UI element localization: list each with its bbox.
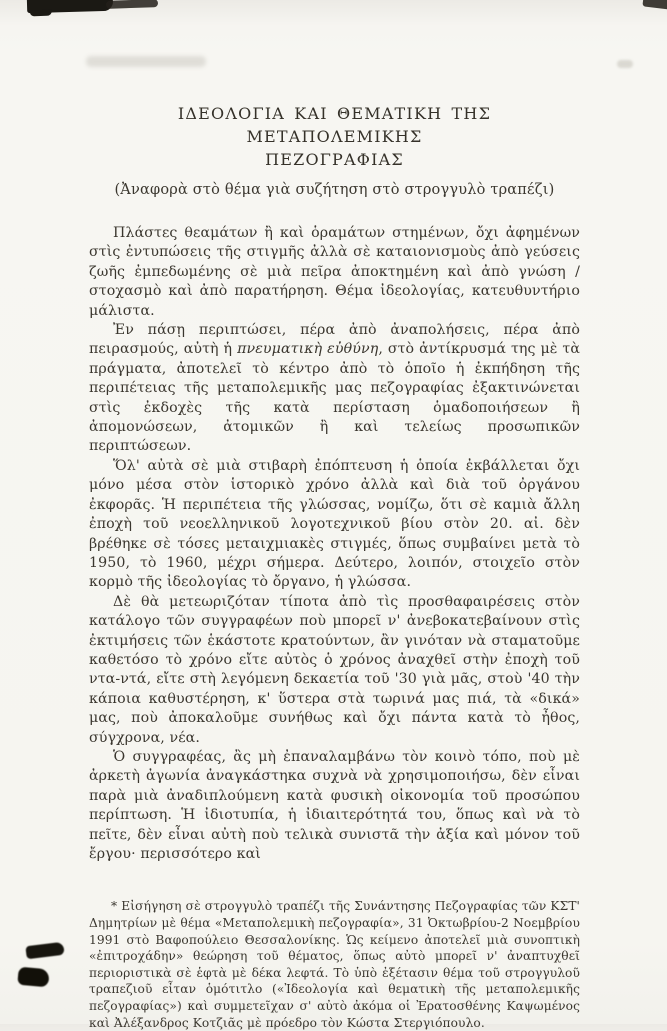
scan-artifact-bottom-left-lower	[17, 967, 49, 988]
scan-smudge-faint-text	[86, 56, 206, 67]
paragraph-2-emphasis: πνευματικὴ εὐθύνη	[237, 341, 379, 358]
footnote-marker: *	[111, 899, 118, 914]
scan-artifact-top-right	[642, 0, 667, 10]
scan-artifact-top-left	[27, 0, 113, 13]
paragraph-2	[89, 321, 580, 457]
paragraph-1: Πλάστες θεαμάτων ἢ καὶ ὁραμάτων στημένων, ὄχι ἀφημένων στὶς ἐντυπώσεις τῆς στιγμῆς ἀλλὰ σὲ καταιονισμοὺς ἀπὸ γεύσεις ζωῆς ἐμπεδωμένης σὲ μιὰ πεῖρα ἀποκτημένη καὶ ἀπὸ γνώση / στοχασμὸ καὶ ἀπὸ παρατήρηση. Θέμα ἰδεολογίας, κατευθυντήριο μάλιστα.	[89, 225, 580, 319]
paragraph-2-text-before: Ἐν πάσῃ περιπτώσει, πέρα ἀπὸ ἀναπολήσεις, πέρα ἀπὸ πειρασμούς, αὐτὴ ἡ	[89, 322, 580, 358]
page-content	[89, 102, 580, 1031]
paragraph-5: Ὁ συγγραφέας, ἂς μὴ ἐπαναλαμβάνω τὸν κοινὸ τόπο, ποὺ μὲ ἀρκετὴ ἀγωνία ἀναγκάστηκα συχνὰ νὰ χρησιμοποιήσω, δὲν εἶναι παρὰ μιὰ ἀναδιπλούμενη κατὰ φυσικὴ οἰκονομία τοῦ προσώπου περίπτωση. Ἡ ἰδιοτυπία, ἡ ἰδιαιτερότητά του, ὅπως καὶ νὰ τὸ πεῖτε, δὲν εἶναι αὐτὴ ποὺ τελικὰ συνιστᾶ τὴν ἀξία καὶ μόνον τοῦ ἔργου· περισσότερο καὶ	[89, 748, 580, 862]
page-title-line-1: ΙΔΕΟΛΟΓΙΑ ΚΑΙ ΘΕΜΑΤΙΚΗ ΤΗΣ ΜΕΤΑΠΟΛΕΜΙΚΗΣ	[177, 104, 492, 146]
scan-artifact-top-left-notch	[30, 10, 52, 17]
page-title-line-2: ΠΕΖΟΓΡΑΦΙΑΣ	[265, 150, 404, 169]
paragraph-3: Ὅλ' αὐτὰ σὲ μιὰ στιβαρὴ ἐπόπτευση ἡ ὁποία ἐκβάλλεται ὄχι μόνο μέσα στὸν ἱστορικὸ χρόνο ἀλλὰ καὶ διὰ τοῦ ὀργάνου ἐκφορᾶς. Ἡ περιπέτεια τῆς γλώσσας, νομίζω, ὅτι σὲ καμιὰ ἄλλη ἐποχὴ τοῦ νεοελληνικοῦ λογοτεχνικοῦ βίου στὸν 20. αἰ. δὲν βρέθηκε σὲ τόσες μεταιχμιακὲς στιγμές, ὅπως συμβαίνει μετὰ τὸ 1950, τὸ 1960, μέχρι σήμερα. Δεύτερο, λοιπόν, στοιχεῖο στὸν κορμὸ τῆς ἰδεολογίας τὸ ὄργανο, ἡ γλώσσα.	[89, 457, 580, 591]
paragraph-4: Δὲ θὰ μετεωριζόταν τίποτα ἀπὸ τὶς προσθαφαιρέσεις στὸν κατάλογο τῶν συγγραφέων ποὺ μπορεῖ ν' ἀνεβοκατεβαίνουν στὶς ἐκτιμήσεις τῶν ἑκάστοτε κρατούντων, ἂν γινόταν νὰ σταματοῦμε καθετόσο τὸ χρόνο εἴτε αὐτὸς ὁ χρόνος ἀναχθεῖ στὴν ἐποχὴ τοῦ ντα-ντά, εἴτε στὴ λεγόμενη δεκαετία τοῦ '30 γιὰ μᾶς, στοὺ '40 τὴν κάποια καθυστέρηση, κ' ὕστερα στὰ τωρινά μας πιά, τὰ «δικά» μας, ποὺ ἀποκαλοῦμε συνήθως καὶ ὄχι πάντα κατὰ τὸ ἦθος, σύγχρονα, νέα.	[89, 593, 580, 746]
page-subtitle: (Ἀναφορὰ στὸ θέμα γιὰ συζήτηση στὸ στρογγυλὸ τραπέζι)	[114, 182, 555, 198]
scan-smudge-right-edge	[617, 60, 633, 68]
scan-artifact-bottom-left-upper	[25, 942, 64, 960]
scan-artifact-top-left-streak	[106, 0, 158, 9]
page-title	[89, 102, 580, 171]
footnote-text: Εἰσήγηση σὲ στρογγυλὸ τραπέζι τῆς Συνάντησης Πεζογραφίας τῶν ΚΣΤ' Δημητρίων μὲ θέμα «Μεταπολεμικὴ πεζογραφία», 31 Ὀκτωβρίου-2 Νοεμβρίου 1991 στὸ Βαφοπούλειο Θεσσαλονίκης. Ὡς κείμενο ἀποτελεῖ μιὰ συνοπτικὴ «ἐπιτροχάδην» θεώρηση τοῦ θέματος, ὅπως αὐτὸ μπορεῖ ν' ἀναπτυχθεῖ περιοριστικὰ σὲ ἑφτὰ μὲ δέκα λεφτά. Τὸ ὑπὸ ἐξέτασιν θέμα τοῦ στρογγυλοῦ τραπεζιοῦ εἶταν ὁμότιτλο («Ἰδεολογία καὶ θεματικὴ τῆς μεταπολεμικῆς πεζογραφίας») καὶ συμμετεῖχαν σ' αὐτὸ ἀκόμα οἱ Ἐρατοσθένης Καψωμένος καὶ Ἀλέξανδρος Κοτζιᾶς μὲ πρόεδρο τὸν Κώστα Στεργιόπουλο.	[89, 899, 580, 1030]
paragraph-2-text-after: , στὸ ἀντίκρυσμά της μὲ τὰ πράγματα, ἀποτελεῖ τὸ κέντρο ἀπὸ τὸ ὁποῖο ἡ ἐκπήδηση τῆς περιπέτειας τῆς μεταπολεμικῆς μας πεζογραφίας ἐξακτινώνεται στὶς ἐκδοχὲς τῆς κατὰ περίσταση ὁμαδοποιήσεων ἢ ἀπομονώσεων, ἀτομικῶν ἢ καὶ τελείως προσωπικῶν περιπτώσεων.	[89, 341, 581, 455]
footnote	[89, 898, 580, 1031]
